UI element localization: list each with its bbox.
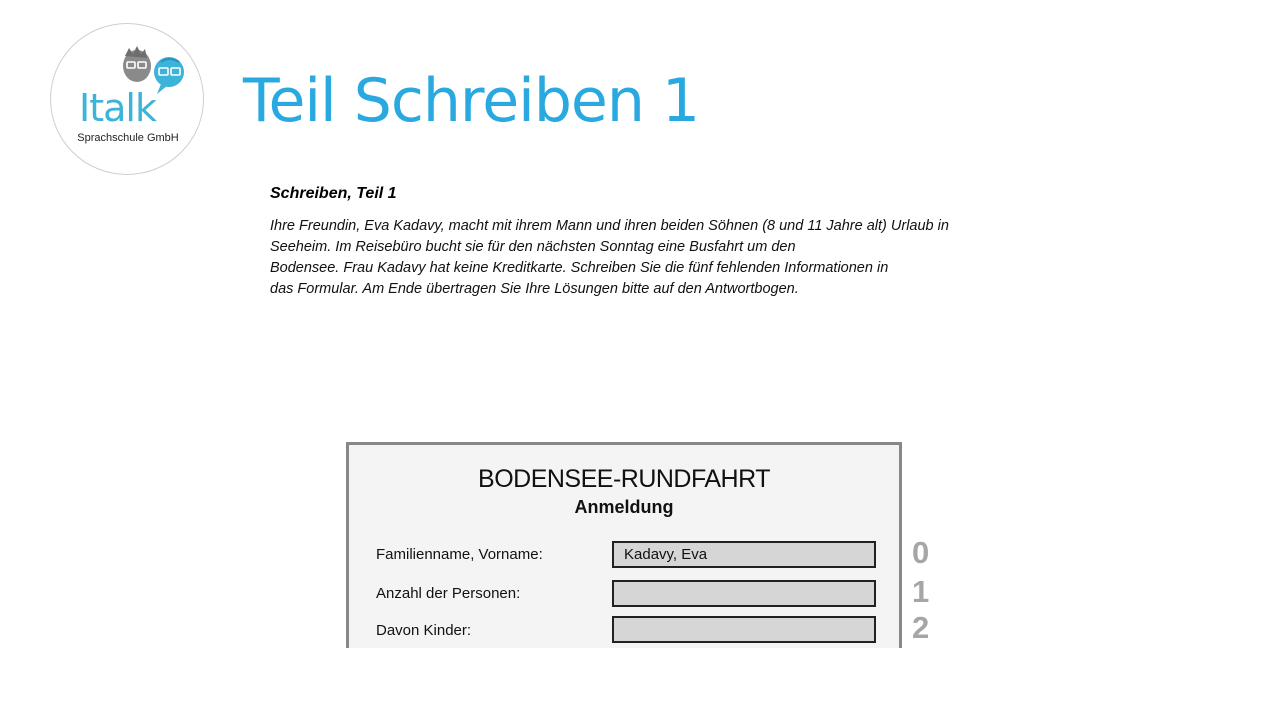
slide-title: Teil Schreiben 1 [243, 66, 700, 136]
task-line: das Formular. Am Ende übertragen Sie Ihre Lösungen bitte auf den Antwortbogen. [270, 281, 799, 297]
field-label-children: Davon Kinder: [376, 622, 472, 639]
logo-subtitle: Sprachschule GmbH [77, 132, 179, 144]
task-line: Ihre Freundin, Eva Kadavy, macht mit ihrem Mann und ihren beiden Söhnen (8 und 11 Jahre alt) Urlaub in [270, 218, 949, 234]
children-field[interactable] [612, 616, 876, 643]
registration-form [346, 442, 902, 648]
task-line: Seeheim. Im Reisebüro bucht sie für den nächsten Sonntag eine Busfahrt um den [270, 239, 796, 255]
name-field[interactable] [612, 541, 876, 568]
field-label-name: Familienname, Vorname: [376, 546, 543, 563]
item-number: 1 [912, 574, 930, 609]
item-number: 0 [912, 535, 930, 570]
field-label-persons: Anzahl der Personen: [376, 585, 521, 602]
persons-field[interactable] [612, 580, 876, 607]
task-line: Bodensee. Frau Kadavy hat keine Kreditkarte. Schreiben Sie die fünf fehlenden Informationen in [270, 260, 889, 276]
item-number: 2 [912, 610, 930, 645]
form-title: BODENSEE-RUNDFAHRT [478, 465, 770, 493]
form-subtitle: Anmeldung [574, 497, 674, 517]
task-instructions [270, 216, 949, 300]
company-logo [50, 23, 204, 175]
logo-wordmark: Italk [79, 86, 156, 130]
task-heading: Schreiben, Teil 1 [270, 185, 397, 202]
